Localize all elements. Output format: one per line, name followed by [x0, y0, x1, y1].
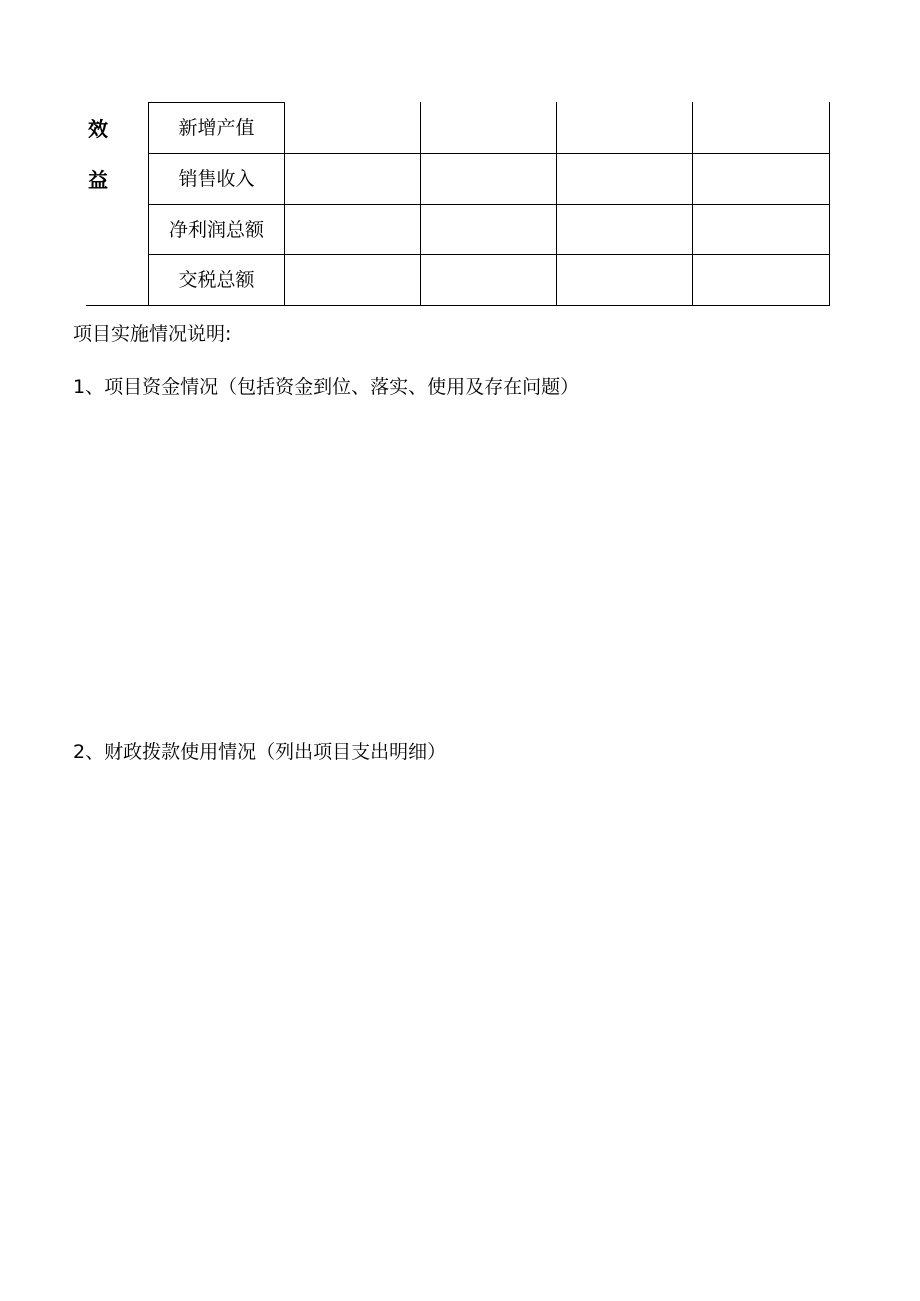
row-label-tax-paid: 交税总额	[178, 269, 255, 291]
row-label-net-profit: 净利润总额	[168, 219, 264, 241]
section-heading: 项目实施情况说明:	[73, 323, 232, 345]
table-line-col2	[420, 102, 421, 306]
table-line-col3	[556, 102, 557, 306]
item-fund-status: 1、项目资金情况（包括资金到位、落实、使用及存在问题）	[73, 376, 580, 398]
table-line-col1	[284, 102, 285, 306]
group-label-char: 益	[88, 168, 108, 192]
table-line-col5	[829, 102, 830, 306]
group-label-char: 效	[88, 117, 108, 141]
row-label-sales-revenue: 销售收入	[178, 168, 255, 190]
table-line-bottom	[86, 305, 830, 306]
row-label-new-output: 新增产值	[178, 117, 255, 139]
table-line-col4	[692, 102, 693, 306]
item-fiscal-allocation: 2、财政拨款使用情况（列出项目支出明细）	[73, 741, 447, 763]
